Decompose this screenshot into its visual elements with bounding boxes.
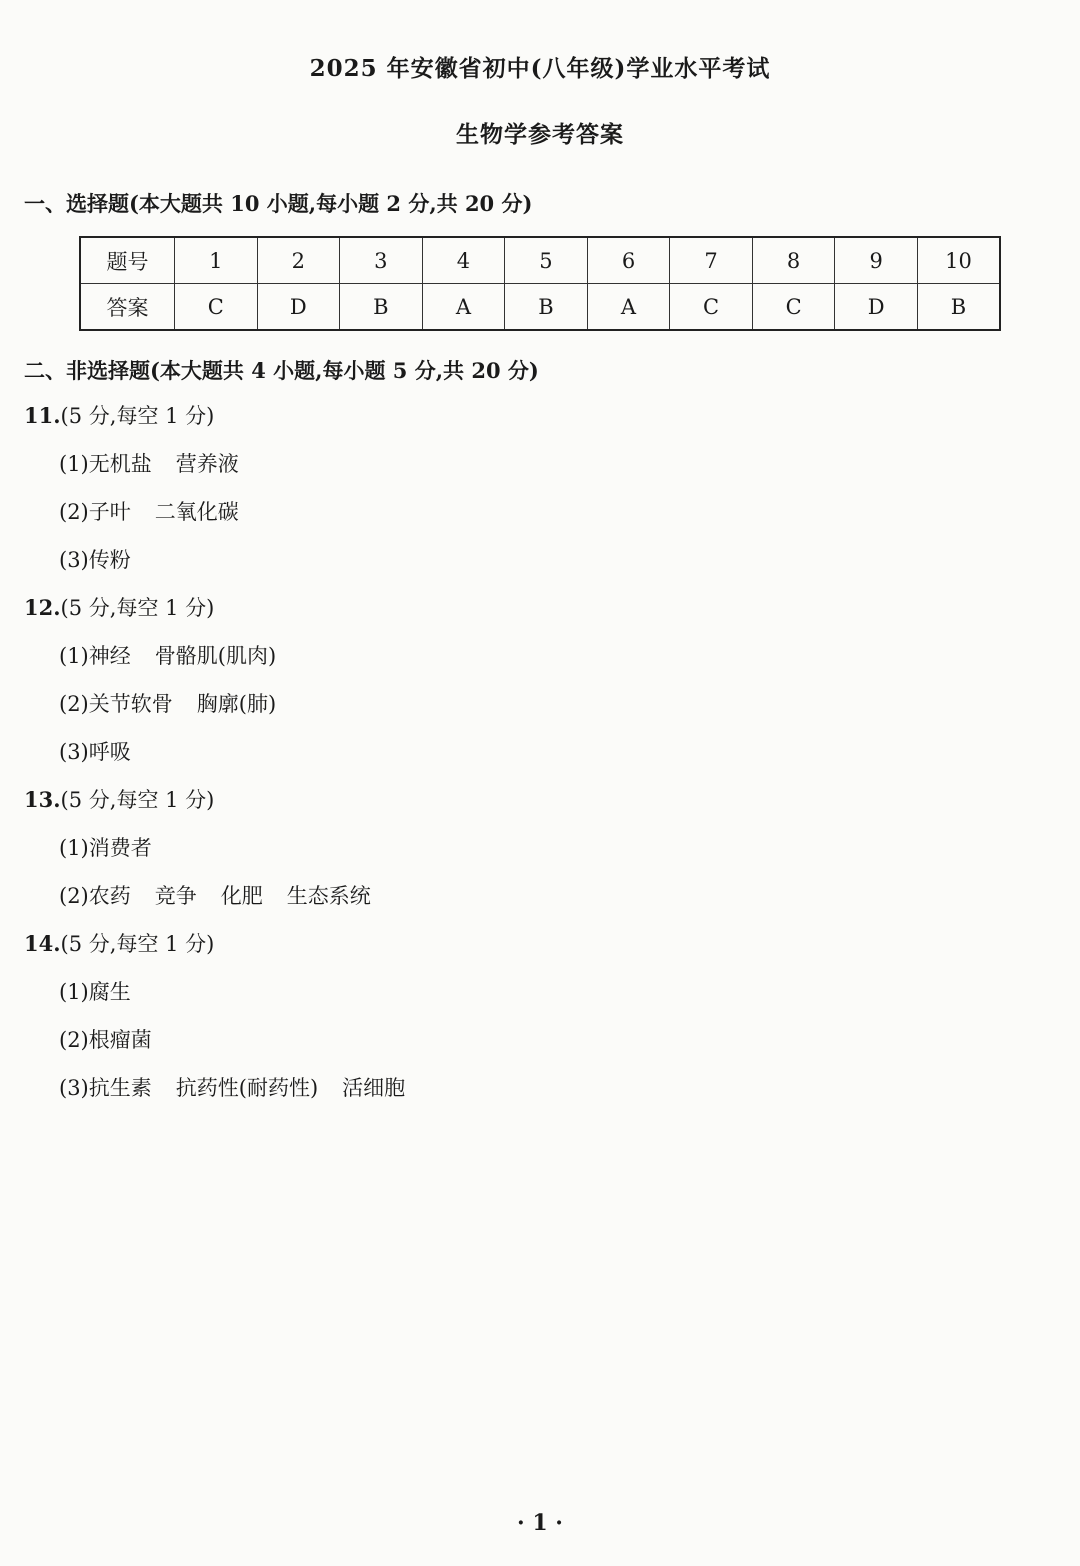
table-cell-answer: A (587, 284, 670, 331)
answer-text: 抗生素 (88, 1076, 152, 1100)
table-cell-answer: D (257, 284, 340, 331)
section-heading-multiple-choice: 一、选择题(本大题共 10 小题,每小题 2 分,共 20 分) (24, 191, 533, 216)
answer-line (24, 448, 1054, 496)
part-label: (2) (59, 1028, 89, 1052)
table-cell-question-number: 5 (505, 237, 588, 284)
question-header (24, 400, 1054, 448)
answer-text: 抗药性(耐药性) (175, 1076, 319, 1100)
table-cell-question-number: 3 (340, 237, 423, 284)
answer-line (24, 496, 1054, 544)
page-title: 2025 年安徽省初中(八年级)学业水平考试 (309, 55, 771, 82)
table-cell-question-number: 10 (917, 237, 1000, 284)
answer-line (24, 688, 1054, 736)
multiple-choice-answer-table (79, 236, 1001, 331)
table-cell-question-number: 7 (670, 237, 753, 284)
question-number: 14. (24, 931, 61, 956)
table-row-answers (80, 284, 1000, 331)
answer-line (24, 832, 1054, 880)
part-label: (3) (59, 548, 89, 572)
table-cell-answer: B (917, 284, 1000, 331)
table-cell-question-number: 1 (175, 237, 258, 284)
answer-text: 无机盐 (88, 452, 152, 476)
table-cell-answer: C (752, 284, 835, 331)
answer-line (24, 640, 1054, 688)
part-label: (1) (59, 644, 89, 668)
answer-text: 子叶 (88, 500, 131, 524)
question-list (24, 400, 1054, 1120)
page-subtitle: 生物学参考答案 (456, 121, 624, 148)
table-cell-answer: A (422, 284, 505, 331)
answer-text: 农药 (88, 884, 131, 908)
question-scoring: (5 分,每空 1 分) (60, 788, 215, 812)
answer-text: 神经 (88, 644, 131, 668)
answer-text: 竞争 (154, 884, 197, 908)
part-label: (2) (59, 500, 89, 524)
answer-text: 活细胞 (342, 1076, 406, 1100)
row-label-answer: 答案 (80, 284, 175, 331)
answer-text: 关节软骨 (88, 692, 173, 716)
question-scoring: (5 分,每空 1 分) (60, 596, 215, 620)
answer-text: 骨骼肌(肌肉) (154, 644, 277, 668)
question-block (24, 592, 1054, 784)
answer-text: 二氧化碳 (154, 500, 239, 524)
question-block (24, 784, 1054, 928)
part-label: (2) (59, 884, 89, 908)
question-header (24, 592, 1054, 640)
row-label-question-number: 题号 (80, 237, 175, 284)
answer-line (24, 880, 1054, 928)
table-cell-question-number: 2 (257, 237, 340, 284)
question-block (24, 400, 1054, 592)
question-block (24, 928, 1054, 1120)
table-cell-question-number: 9 (835, 237, 918, 284)
answer-text: 腐生 (88, 980, 131, 1004)
page-number: · 1 · (517, 1510, 563, 1536)
answer-text: 呼吸 (88, 740, 131, 764)
question-scoring: (5 分,每空 1 分) (60, 404, 215, 428)
answer-line (24, 736, 1054, 784)
answer-line (24, 544, 1054, 592)
table-cell-answer: D (835, 284, 918, 331)
question-header (24, 928, 1054, 976)
question-scoring: (5 分,每空 1 分) (60, 932, 215, 956)
part-label: (1) (59, 980, 89, 1004)
table-cell-answer: C (175, 284, 258, 331)
answer-text: 营养液 (175, 452, 239, 476)
answer-text: 消费者 (88, 836, 152, 860)
answer-text: 生态系统 (286, 884, 371, 908)
part-label: (1) (59, 836, 89, 860)
answer-text: 化肥 (220, 884, 263, 908)
question-number: 12. (24, 595, 61, 620)
table-cell-question-number: 4 (422, 237, 505, 284)
question-number: 13. (24, 787, 61, 812)
question-header (24, 784, 1054, 832)
part-label: (3) (59, 1076, 89, 1100)
part-label: (1) (59, 452, 89, 476)
answer-text: 胸廓(肺) (196, 692, 277, 716)
answer-line (24, 1024, 1054, 1072)
table-cell-answer: B (340, 284, 423, 331)
answer-text: 根瘤菌 (88, 1028, 152, 1052)
table-cell-question-number: 6 (587, 237, 670, 284)
part-label: (2) (59, 692, 89, 716)
table-cell-answer: B (505, 284, 588, 331)
answer-line (24, 976, 1054, 1024)
table-cell-question-number: 8 (752, 237, 835, 284)
table-row-question-numbers (80, 237, 1000, 284)
part-label: (3) (59, 740, 89, 764)
section-heading-non-choice: 二、非选择题(本大题共 4 小题,每小题 5 分,共 20 分) (24, 358, 539, 383)
table-cell-answer: C (670, 284, 753, 331)
answer-line (24, 1072, 1054, 1120)
question-number: 11. (24, 403, 61, 428)
answer-text: 传粉 (88, 548, 131, 572)
